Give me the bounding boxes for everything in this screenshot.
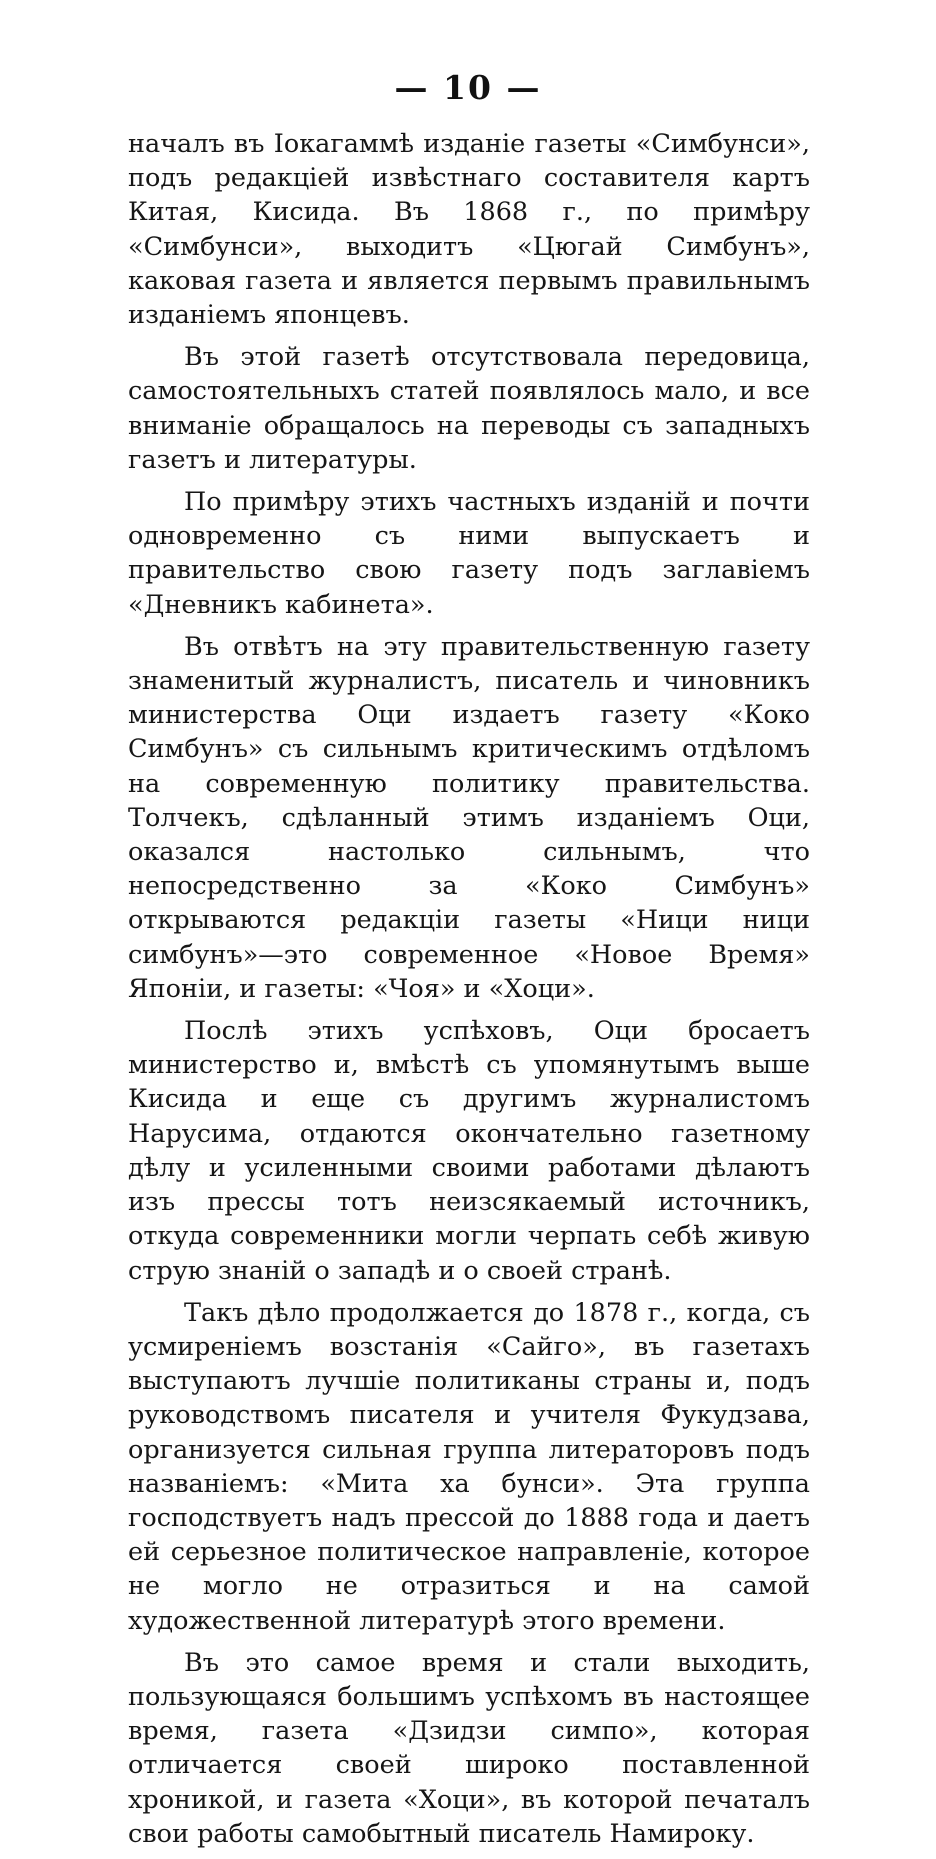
page-number: — 10 —	[394, 68, 542, 107]
paragraph-5: Послѣ этихъ успѣховъ, Оци бросаетъ министерство и, вмѣстѣ съ упомянутымъ выше Кисида и еще съ другимъ журналистомъ Нарусима, отдаются окончательно газетному дѣлу и усиленными своими работами дѣлаютъ изъ прессы тотъ неизсякаемый источникъ, откуда современники могли черпать себѣ живую струю знаній о западѣ и о своей странѣ.	[128, 1016, 810, 1286]
paragraph-6: Такъ дѣло продолжается до 1878 г., когда, съ усмиреніемъ возстанія «Сайго», въ газетахъ выступаютъ лучшіе политиканы страны и, подъ руководствомъ писателя и учителя Фукудзава, организуется сильная группа литераторовъ подъ названіемъ: «Мита ха бунси». Эта группа господствуетъ надъ прессой до 1888 года и даетъ ей серьезное политическое направленіе, которое не могло не отразиться и на самой художественной литературѣ этого времени.	[128, 1297, 810, 1636]
paragraph-1: началъ въ Іокагаммѣ изданіе газеты «Симбунси», подъ редакціей извѣстнаго составителя картъ Китая, Кисида. Въ 1868 г., по примѣру «Симбунси», выходитъ «Цюгай Симбунъ», каковая газета и является первымъ правильнымъ изданіемъ японцевъ.	[128, 129, 810, 331]
paragraph-7: Въ это самое время и стали выходить, пользующаяся большимъ успѣхомъ въ настоящее время, газета «Дзидзи симпо», которая отличается своей широко поставленной хроникой, и газета «Хоци», въ которой печаталъ свои работы самобытный писатель Намироку.	[128, 1647, 810, 1849]
paragraph-4: Въ отвѣтъ на эту правительственную газету знаменитый журналистъ, писатель и чиновникъ министерства Оци издаетъ газету «Коко Симбунъ» съ сильнымъ критическимъ отдѣломъ на современную политику правительства. Толчекъ, сдѣланный этимъ изданіемъ Оци, оказался настолько сильнымъ, что непосредственно за «Коко Симбунъ» открываются редакціи газеты «Ници ници симбунъ»—это современное «Новое Время» Японіи, и газеты: «Чоя» и «Хоци».	[128, 631, 810, 1004]
page-body	[128, 127, 810, 1859]
paragraph-3: По примѣру этихъ частныхъ изданій и почти одновременно съ ними выпускаетъ и правительство свою газету подъ заглавіемъ «Дневникъ кабинета».	[128, 487, 810, 620]
paragraph-2: Въ этой газетѣ отсутствовала передовица, самостоятельныхъ статей появлялось мало, и все вниманіе обращалось на переводы съ западныхъ газетъ и литературы.	[128, 342, 810, 475]
